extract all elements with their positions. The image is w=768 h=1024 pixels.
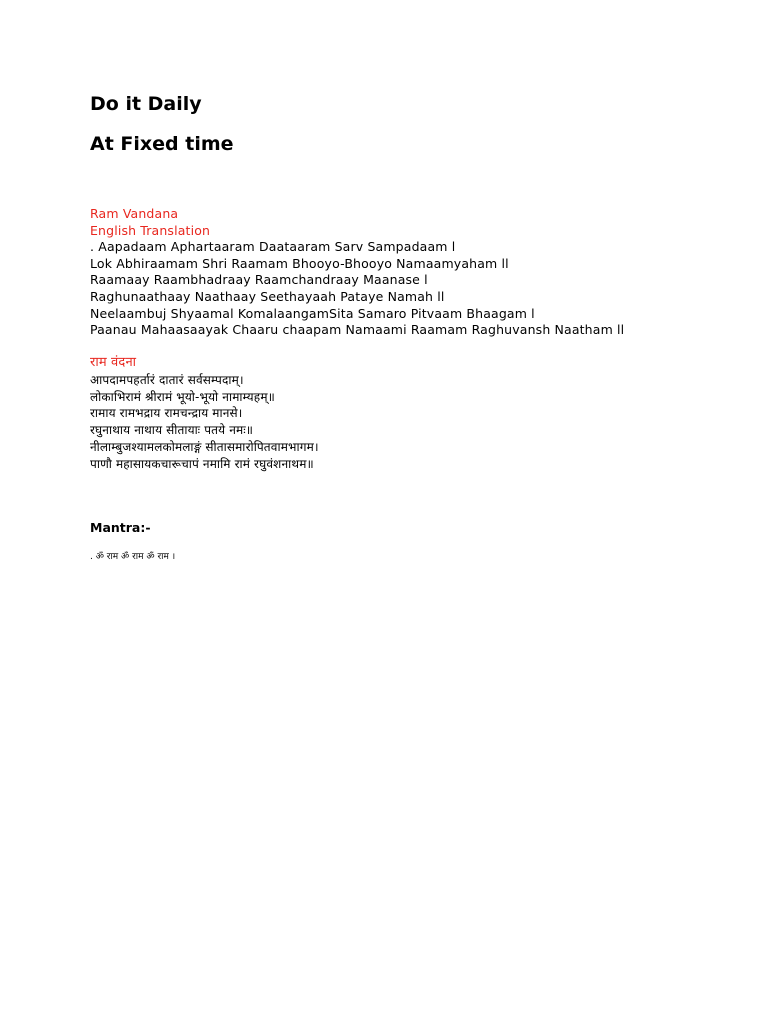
sanskrit-section	[90, 355, 319, 473]
section-title-sanskrit: राम वंदना	[90, 355, 137, 370]
english-verse-line: Lok Abhiraamam Shri Raamam Bhooyo-Bhooyo Namaamyaham ll	[90, 255, 509, 271]
english-verse-line: Neelaambuj Shyaamal KomalaangamSita Samaro Pitvaam Bhaagam l	[90, 305, 535, 321]
english-verse-line: Paanau Mahaasaayak Chaaru chaapam Namaami Raamam Raghuvansh Naatham ll	[90, 322, 625, 338]
mantra-label: Mantra:-	[90, 520, 151, 535]
section-title-ram-vandana: Ram Vandana	[90, 206, 179, 221]
sanskrit-verse-line: आपदामपहर्तारं दातारं सर्वसम्पदाम्।	[90, 372, 244, 387]
sanskrit-verse-line: पाणौ महासायकचारूचापं नमामि रामं रघुवंशनाथम॥	[90, 456, 314, 471]
english-verse-line: Raghunaathaay Naathaay Seethayaah Pataye Namah ll	[90, 288, 445, 304]
mantra-text: . ॐ राम ॐ राम ॐ राम ।	[90, 552, 176, 562]
section-subtitle-english-translation: English Translation	[90, 222, 211, 238]
english-translation-section	[90, 206, 624, 339]
sanskrit-verse-line: लोकाभिरामं श्रीरामं भूयो-भूयो नामाम्यहम्॥	[90, 389, 275, 404]
sanskrit-verse-line: रघुनाथाय नाथाय सीतायाः पतये नमः॥	[90, 423, 254, 438]
sanskrit-verse-line: रामाय रामभद्राय रामचन्द्राय मानसे।	[90, 406, 243, 421]
heading-do-it-daily: Do it Daily	[90, 93, 202, 115]
heading-at-fixed-time: At Fixed time	[90, 133, 234, 155]
sanskrit-verse-line: नीलाम्बुजश्यामलकोमलाङ्गं सीतासमारोपितवामभागम।	[90, 439, 319, 454]
english-verse-line: . Aapadaam Aphartaaram Daataaram Sarv Sampadaam l	[90, 239, 456, 255]
english-verse-line: Raamaay Raambhadraay Raamchandraay Maanase l	[90, 272, 428, 288]
